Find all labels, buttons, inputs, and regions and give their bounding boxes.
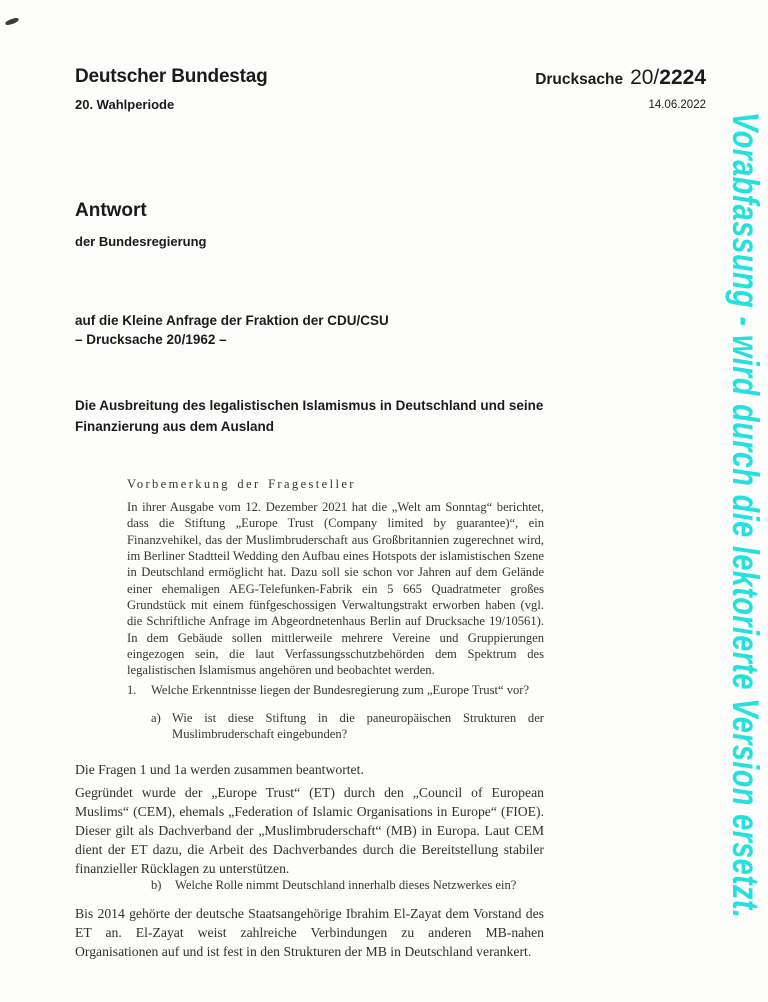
reference-block bbox=[75, 312, 389, 349]
reference-line-2: – Drucksache 20/1962 – bbox=[75, 331, 227, 347]
drucksache-line bbox=[535, 66, 706, 90]
subject-line-1: Die Ausbreitung des legalistischen Islamismus in Deutschland und seine bbox=[75, 398, 544, 413]
question-1b-label: b) bbox=[151, 878, 162, 892]
question-1 bbox=[127, 682, 544, 699]
scan-artifact-speck bbox=[5, 17, 20, 26]
question-1b-text: Welche Rolle nimmt Deutschland innerhalb dieses Netzwerkes ein? bbox=[175, 878, 517, 892]
vorabfassung-watermark: Vorabfassung - wird durch die lektorierte Version ersetzt. bbox=[725, 112, 766, 919]
preface-body: In ihrer Ausgabe vom 12. Dezember 2021 hat die „Welt am Sonntag“ berichtet, dass die Stiftung „Europe Trust (Company limited by guarantee)“, ein Finanzvehikel, das der Muslimbruderschaft aus Großbritannien zugerechnet wird, im Berliner Stadtteil Wedding den Aufbau eines Hotspots der islamistischen Szene in Deutschland ermöglicht hat. Dazu soll sie schon vor Jahren auf dem Gelände einer ehemaligen AEG-Telefunken-Fabrik ein 5 665 Quadratmeter großes Grundstück mit einem fünfgeschossigen Verwaltungstrakt erworben haben (vgl. die Schriftliche Anfrage im Abgeordnetenhaus Berlin auf Drucksache 19/10561). In dem Gebäude sollen mittlerweile mehrere Vereine und Gruppierungen eingezogen sein, die laut Verfassungsschutzbehörden dem Spektrum des legalistischen Islamismus angehören und beobachtet werden. bbox=[127, 500, 544, 678]
question-1b bbox=[151, 877, 544, 894]
question-1-text: Welche Erkenntnisse liegen der Bundesregierung zum „Europe Trust“ vor? bbox=[151, 683, 530, 697]
preface-heading: Vorbemerkung der Fragesteller bbox=[127, 477, 356, 491]
header-left bbox=[75, 66, 268, 112]
header-right bbox=[535, 66, 706, 111]
doc-author: der Bundesregierung bbox=[75, 234, 207, 249]
question-1-number: 1. bbox=[127, 683, 137, 697]
subject-block bbox=[75, 395, 675, 437]
answer-1b-paragraph: Bis 2014 gehörte der deutsche Staatsangehörige Ibrahim El-Zayat dem Vorstand des ET an. El-Zayat weist zahlreiche Verbindungen zu anderen MB-nahen Organisationen auf und ist fest in den Strukturen der MB in Deutschland verankert. bbox=[75, 906, 544, 959]
answer-1-paragraph: Gegründet wurde der „Europe Trust“ (ET) durch den „Council of European Muslims“ (CEM), ehemals „Federation of Islamic Organisations in Europe“ (FIOE). Dieser gilt als Dachverband der „Muslimbruderschaft“ (MB) in Europa. Laut CEM dient der ET dazu, die Arbeit des Dachverbandes durch die Bereitstellung stabiler finanzieller Rücklagen zu unterstützen. bbox=[75, 785, 544, 876]
drucksache-number: 2224 bbox=[659, 66, 706, 89]
legislative-period: 20. Wahlperiode bbox=[75, 97, 175, 112]
document-date: 14.06.2022 bbox=[648, 99, 706, 111]
drucksache-label: Drucksache bbox=[535, 71, 624, 88]
drucksache-prefix: 20/ bbox=[630, 66, 660, 89]
question-1a-label: a) bbox=[151, 710, 161, 725]
answer-joint-note: Die Fragen 1 und 1a werden zusammen beantwortet. bbox=[75, 762, 364, 777]
preface-section bbox=[127, 477, 544, 679]
question-1-block bbox=[127, 682, 544, 743]
organization-title: Deutscher Bundestag bbox=[75, 66, 268, 87]
reference-line-1: auf die Kleine Anfrage der Fraktion der CDU/CSU bbox=[75, 313, 389, 328]
doc-type-heading: Antwort bbox=[75, 200, 147, 221]
question-1a-text: Wie ist diese Stiftung in die paneuropäischen Strukturen der Muslimbruderschaft eingebunden? bbox=[172, 710, 544, 741]
question-1b-block bbox=[151, 877, 544, 894]
subject-line-2: Finanzierung aus dem Ausland bbox=[75, 419, 275, 434]
question-1a bbox=[127, 710, 544, 743]
